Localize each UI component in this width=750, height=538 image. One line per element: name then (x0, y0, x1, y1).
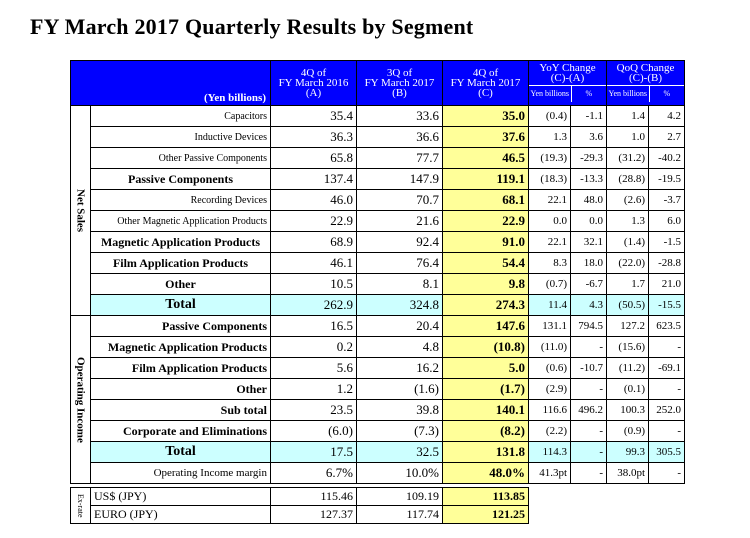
value-qoq-pct: 305.5 (649, 442, 685, 463)
header-unit-cell (71, 61, 271, 106)
value-a: 36.3 (271, 127, 357, 148)
value-b: (7.3) (357, 421, 443, 442)
table-row (71, 379, 685, 400)
value-yoy: (0.4) (529, 106, 571, 127)
row-label: Other (91, 274, 271, 295)
value-c: 9.8 (443, 274, 529, 295)
value-yoy-pct: -1.1 (571, 106, 607, 127)
value-qoq: (0.9) (607, 421, 649, 442)
value-yoy: (19.3) (529, 148, 571, 169)
page-title: FY March 2017 Quarterly Results by Segment (30, 14, 474, 39)
value-qoq-pct: 4.2 (649, 106, 685, 127)
row-label: Total (91, 442, 271, 463)
group-operating-income: Operating Income (71, 316, 91, 484)
value-yoy-pct: 4.3 (571, 295, 607, 316)
header-text: (C)-(A) (550, 72, 585, 84)
value-yoy-pct: -10.7 (571, 358, 607, 379)
value-yoy: 41.3pt (529, 463, 571, 484)
value-qoq: (11.2) (607, 358, 649, 379)
value-qoq-pct: -15.5 (649, 295, 685, 316)
header-col_c (443, 61, 529, 106)
value-yoy: (11.0) (529, 337, 571, 358)
value-c: 35.0 (443, 106, 529, 127)
row-label: Other Passive Components (91, 148, 271, 169)
value-yoy: 131.1 (529, 316, 571, 337)
value-yoy: (0.7) (529, 274, 571, 295)
ex-rate-label: US$ (JPY) (91, 488, 271, 506)
row-label: Sub total (91, 400, 271, 421)
ex-rate-a: 127.37 (271, 506, 357, 524)
ex-rate-b: 109.19 (357, 488, 443, 506)
value-yoy-pct: 794.5 (571, 316, 607, 337)
ex-rate-row (71, 506, 529, 524)
ex-rate-b: 117.74 (357, 506, 443, 524)
value-qoq: (1.4) (607, 232, 649, 253)
percent-label: % (663, 89, 671, 98)
table-row (71, 358, 685, 379)
results-table (70, 60, 685, 484)
row-label: Capacitors (91, 106, 271, 127)
value-b: 92.4 (357, 232, 443, 253)
unit-label: (Yen billions) (203, 92, 266, 104)
ex-rate-label: EURO (JPY) (91, 506, 271, 524)
value-yoy-pct: 496.2 (571, 400, 607, 421)
value-c: (1.7) (443, 379, 529, 400)
value-qoq: 127.2 (607, 316, 649, 337)
value-a: 10.5 (271, 274, 357, 295)
value-qoq: (2.6) (607, 190, 649, 211)
value-qoq-pct: - (649, 337, 685, 358)
row-label: Other (91, 379, 271, 400)
value-yoy-pct: - (571, 442, 607, 463)
header-col_a (271, 61, 357, 106)
value-c: 274.3 (443, 295, 529, 316)
value-qoq-pct: -19.5 (649, 169, 685, 190)
value-b: 16.2 (357, 358, 443, 379)
table-row (71, 232, 685, 253)
value-a: 46.1 (271, 253, 357, 274)
value-qoq-pct: -40.2 (649, 148, 685, 169)
yen-billions-label: Yen billions (529, 86, 572, 102)
value-yoy: (18.3) (529, 169, 571, 190)
value-b: 147.9 (357, 169, 443, 190)
value-qoq-pct: - (649, 421, 685, 442)
value-qoq: (22.0) (607, 253, 649, 274)
value-c: 5.0 (443, 358, 529, 379)
table-row (71, 400, 685, 421)
value-qoq: 1.4 (607, 106, 649, 127)
value-b: 8.1 (357, 274, 443, 295)
value-a: 23.5 (271, 400, 357, 421)
row-label: Corporate and Eliminations (91, 421, 271, 442)
value-qoq: 1.0 (607, 127, 649, 148)
row-label: Magnetic Application Products (91, 232, 271, 253)
table-row (71, 316, 685, 337)
percent-label: % (585, 89, 593, 98)
value-c: 68.1 (443, 190, 529, 211)
value-qoq-pct: -3.7 (649, 190, 685, 211)
value-yoy: 11.4 (529, 295, 571, 316)
value-yoy-pct: - (571, 463, 607, 484)
value-c: 140.1 (443, 400, 529, 421)
value-b: 39.8 (357, 400, 443, 421)
table-row (71, 211, 685, 232)
value-qoq-pct: - (649, 379, 685, 400)
table-row (71, 148, 685, 169)
row-label: Passive Components (91, 316, 271, 337)
value-c: 147.6 (443, 316, 529, 337)
ex-rate-c: 121.25 (443, 506, 529, 524)
value-yoy: (2.2) (529, 421, 571, 442)
value-yoy-pct: 18.0 (571, 253, 607, 274)
value-a: (6.0) (271, 421, 357, 442)
header-text: (C)-(B) (629, 72, 662, 84)
value-qoq: (28.8) (607, 169, 649, 190)
table-row (71, 421, 685, 442)
value-c: 22.9 (443, 211, 529, 232)
value-b: 70.7 (357, 190, 443, 211)
value-qoq: 100.3 (607, 400, 649, 421)
value-a: 5.6 (271, 358, 357, 379)
table-row (71, 337, 685, 358)
value-yoy-pct: 0.0 (571, 211, 607, 232)
value-qoq-pct: - (649, 463, 685, 484)
row-label: Film Application Products (91, 253, 271, 274)
value-yoy: (0.6) (529, 358, 571, 379)
value-a: 137.4 (271, 169, 357, 190)
value-a: 35.4 (271, 106, 357, 127)
value-a: 16.5 (271, 316, 357, 337)
header-text: (A) (305, 87, 322, 99)
header-text: 4Q of (472, 67, 499, 79)
value-qoq-pct: -28.8 (649, 253, 685, 274)
value-a: 17.5 (271, 442, 357, 463)
ex-rate-c: 113.85 (443, 488, 529, 506)
header-text: QoQ Change (616, 62, 675, 74)
value-c: 48.0% (443, 463, 529, 484)
group-ex-rate: Ex-rate (71, 488, 91, 524)
value-qoq: (31.2) (607, 148, 649, 169)
header-yoy (529, 61, 607, 106)
value-yoy: (2.9) (529, 379, 571, 400)
table-row (71, 295, 685, 316)
value-qoq-pct: 2.7 (649, 127, 685, 148)
value-yoy-pct: 3.6 (571, 127, 607, 148)
row-label: Other Magnetic Application Products (91, 211, 271, 232)
value-b: 4.8 (357, 337, 443, 358)
header-text: 4Q of (300, 67, 327, 79)
value-qoq: 99.3 (607, 442, 649, 463)
value-a: 0.2 (271, 337, 357, 358)
value-yoy-pct: - (571, 421, 607, 442)
value-c: 54.4 (443, 253, 529, 274)
ex-rate-row (71, 488, 529, 506)
value-qoq: 1.3 (607, 211, 649, 232)
header-text: FY March 2017 (364, 77, 435, 89)
value-yoy: 0.0 (529, 211, 571, 232)
value-c: (10.8) (443, 337, 529, 358)
value-b: 32.5 (357, 442, 443, 463)
table-row (71, 127, 685, 148)
row-label: Total (91, 295, 271, 316)
value-c: 91.0 (443, 232, 529, 253)
value-b: (1.6) (357, 379, 443, 400)
value-yoy-pct: -6.7 (571, 274, 607, 295)
value-a: 65.8 (271, 148, 357, 169)
table-row (71, 274, 685, 295)
value-c: 46.5 (443, 148, 529, 169)
value-yoy-pct: -29.3 (571, 148, 607, 169)
table-row (71, 169, 685, 190)
value-qoq: (0.1) (607, 379, 649, 400)
row-label: Operating Income margin (91, 463, 271, 484)
value-qoq: (15.6) (607, 337, 649, 358)
table-row (71, 442, 685, 463)
header-qoq (607, 61, 685, 106)
header-text: (C) (478, 87, 493, 99)
row-label: Inductive Devices (91, 127, 271, 148)
ex-rate-a: 115.46 (271, 488, 357, 506)
value-a: 22.9 (271, 211, 357, 232)
table-row (71, 106, 685, 127)
value-a: 68.9 (271, 232, 357, 253)
value-b: 324.8 (357, 295, 443, 316)
header-col_b (357, 61, 443, 106)
value-b: 33.6 (357, 106, 443, 127)
table-row (71, 190, 685, 211)
value-yoy: 114.3 (529, 442, 571, 463)
value-qoq-pct: -69.1 (649, 358, 685, 379)
value-yoy: 116.6 (529, 400, 571, 421)
value-yoy: 1.3 (529, 127, 571, 148)
value-b: 77.7 (357, 148, 443, 169)
value-c: 37.6 (443, 127, 529, 148)
value-yoy-pct: - (571, 337, 607, 358)
value-qoq: 1.7 (607, 274, 649, 295)
row-label: Film Application Products (91, 358, 271, 379)
value-yoy: 22.1 (529, 190, 571, 211)
value-yoy-pct: 48.0 (571, 190, 607, 211)
value-b: 36.6 (357, 127, 443, 148)
header-text: YoY Change (539, 62, 596, 74)
value-yoy-pct: 32.1 (571, 232, 607, 253)
value-a: 6.7% (271, 463, 357, 484)
value-a: 262.9 (271, 295, 357, 316)
row-label: Magnetic Application Products (91, 337, 271, 358)
value-yoy-pct: - (571, 379, 607, 400)
value-qoq-pct: 252.0 (649, 400, 685, 421)
header-text: FY March 2017 (450, 77, 521, 89)
value-yoy-pct: -13.3 (571, 169, 607, 190)
value-qoq-pct: 6.0 (649, 211, 685, 232)
value-qoq-pct: 21.0 (649, 274, 685, 295)
table-row (71, 253, 685, 274)
value-b: 20.4 (357, 316, 443, 337)
value-qoq-pct: -1.5 (649, 232, 685, 253)
header-text: FY March 2016 (278, 77, 349, 89)
value-c: (8.2) (443, 421, 529, 442)
value-b: 21.6 (357, 211, 443, 232)
header-text: 3Q of (386, 67, 413, 79)
value-qoq-pct: 623.5 (649, 316, 685, 337)
value-a: 46.0 (271, 190, 357, 211)
value-c: 131.8 (443, 442, 529, 463)
group-net-sales: Net Sales (71, 106, 91, 316)
value-yoy: 8.3 (529, 253, 571, 274)
ex-rate-table (70, 487, 529, 524)
value-yoy: 22.1 (529, 232, 571, 253)
header-row (71, 61, 685, 106)
yen-billions-label: Yen billions (607, 86, 650, 102)
value-b: 76.4 (357, 253, 443, 274)
row-label: Passive Components (91, 169, 271, 190)
value-a: 1.2 (271, 379, 357, 400)
table-row (71, 463, 685, 484)
row-label: Recording Devices (91, 190, 271, 211)
value-qoq: 38.0pt (607, 463, 649, 484)
header-text: (B) (392, 87, 407, 99)
value-b: 10.0% (357, 463, 443, 484)
value-qoq: (50.5) (607, 295, 649, 316)
value-c: 119.1 (443, 169, 529, 190)
